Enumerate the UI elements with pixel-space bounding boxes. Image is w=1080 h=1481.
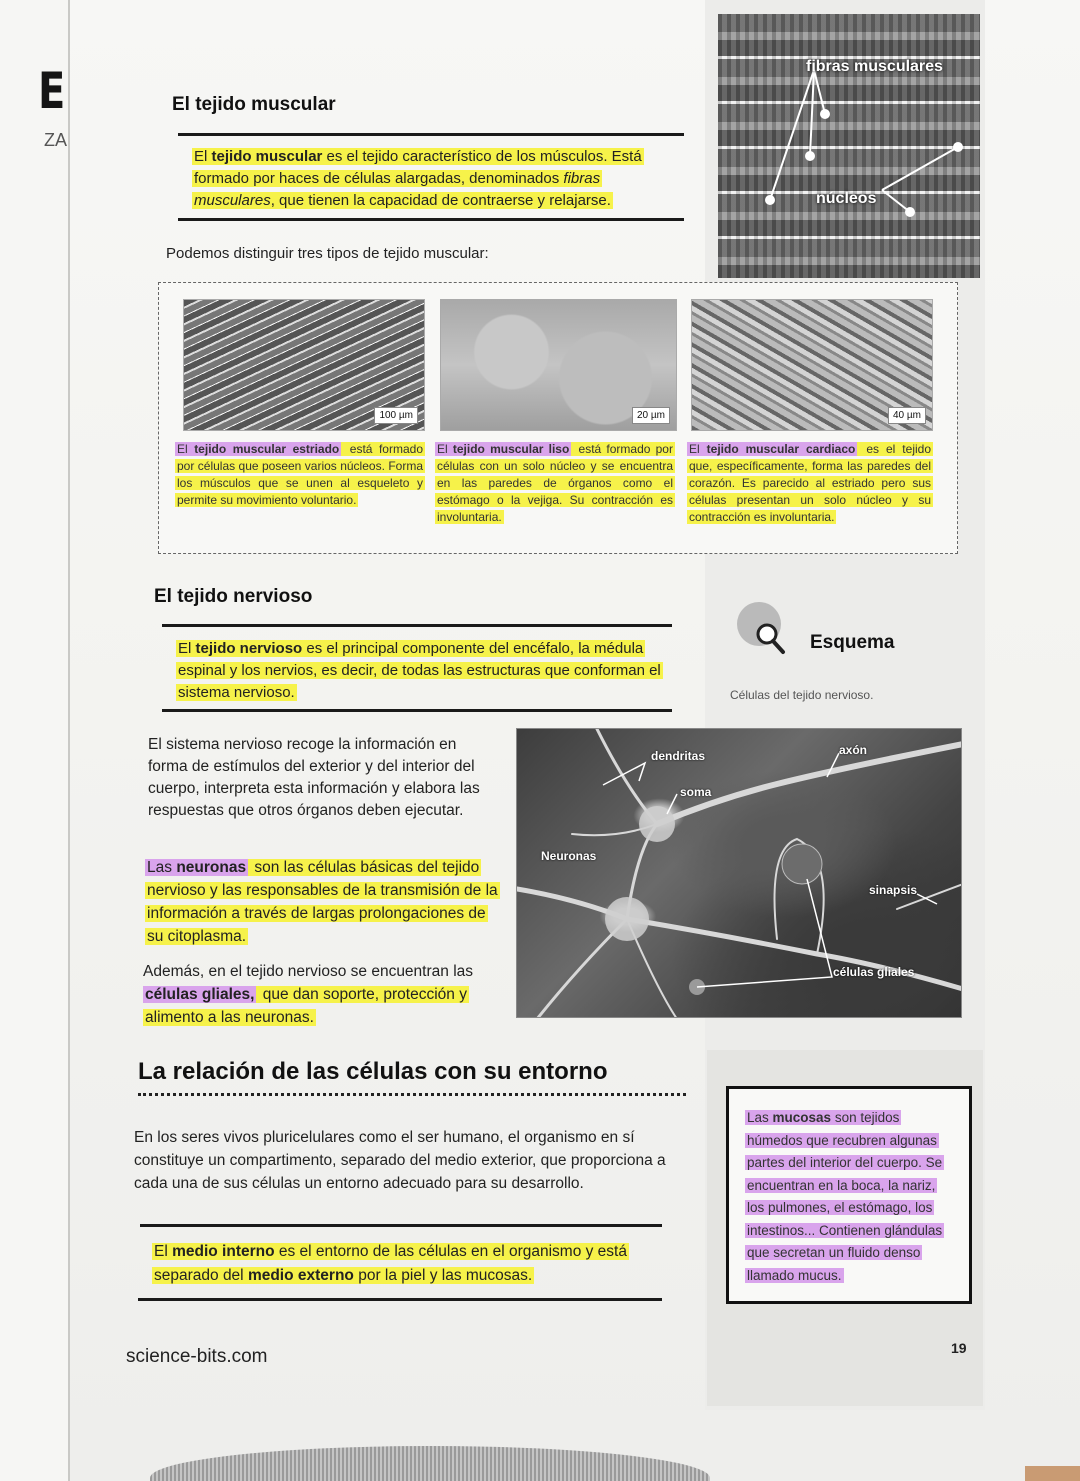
label-dendrites: dendritas <box>651 749 706 763</box>
label-axon: axón <box>839 743 868 757</box>
label-synapse: sinapsis <box>869 883 918 897</box>
divider <box>178 133 684 136</box>
previous-page-title-fragment: E <box>38 62 66 120</box>
label-nuclei: núcleos <box>816 190 877 207</box>
term-muscle-tissue: tejido muscular <box>211 148 323 165</box>
divider <box>140 1224 662 1227</box>
cardiac-muscle-description: El tejido muscular cardiaco es el tejido que, específicamente, forma las paredes del corazón. Es parecido al estriado pero sus células presentan un solo núcleo y su contracción es involuntaria. <box>689 442 931 524</box>
divider <box>162 709 672 712</box>
divider <box>178 218 684 221</box>
page-number: 19 <box>951 1340 967 1356</box>
label-soma: soma <box>680 785 712 799</box>
fabric-edge-photo <box>150 1446 710 1481</box>
magnifier-globe-icon <box>733 600 789 656</box>
scale-bar: 20 µm <box>632 407 670 424</box>
muscle-definition: El tejido muscular es el tejido característico de los músculos. Está formado por haces de células alargadas, denominados fibras musculares, que tienen la capacidad de contraerse y relajarse. <box>194 148 642 209</box>
esquema-title: Esquema <box>810 632 895 653</box>
environment-paragraph: En los seres vivos pluricelulares como el ser humano, el organismo en sí constituye un compartimento, separado del medio exterior, que proporciona a cada una de sus células un entorno adecuado para su desarrollo. <box>134 1129 666 1192</box>
label-glial-cells: células gliales <box>833 965 915 979</box>
label-pointer-lines <box>718 14 980 278</box>
scale-bar: 100 µm <box>374 407 418 424</box>
nervous-paragraph-neurons: Las neuronas son las células básicas del tejido nervioso y las responsables de la transmisión de la información a través de largas prolongaciones de su citoplasma. <box>147 859 498 945</box>
smooth-muscle-micrograph <box>440 299 677 431</box>
scale-bar: 40 µm <box>888 407 926 424</box>
internal-medium-definition: El medio interno es el entorno de las células en el organismo y está separado del medio externo por la piel y las mucosas. <box>154 1243 627 1284</box>
previous-page-subtitle-fragment: ZA <box>44 130 68 150</box>
esquema-caption: Células del tejido nervioso. <box>730 688 874 702</box>
striated-muscle-description: El tejido muscular estriado está formado por células que poseen varios núcleos. Forma los músculos que se unen al esqueleto y permite su movimiento voluntario. <box>177 442 423 507</box>
divider <box>162 624 672 627</box>
previous-page-edge <box>0 0 70 1481</box>
hand-edge-photo <box>1025 1466 1080 1481</box>
nervous-paragraph-1: El sistema nervioso recoge la información en forma de estímulos del exterior y del interior del cuerpo, interpreta esta información y elabora las respuestas que otros órganos deben ejecutar. <box>148 736 480 819</box>
muscle-intro: Podemos distinguir tres tipos de tejido muscular: <box>166 245 489 262</box>
environment-heading: La relación de las células con su entorno <box>138 1058 608 1085</box>
cardiac-muscle-micrograph <box>691 299 933 431</box>
nervous-paragraph-glial: Además, en el tejido nervioso se encuentran las células gliales, que dan soporte, protección y alimento a las neuronas. <box>143 963 474 1026</box>
dotted-divider <box>138 1093 686 1096</box>
footer-website: science-bits.com <box>126 1346 268 1367</box>
striated-muscle-micrograph <box>183 299 425 431</box>
label-neurons: Neuronas <box>541 849 597 863</box>
mucosa-info-box: Las mucosas son tejidos húmedos que recubren algunas partes del interior del cuerpo. Se encuentran en la boca, la nariz, los pulmones, el estómago, los intestinos... Contienen glándulas que secretan un fluido denso llamado mucus. <box>726 1086 972 1304</box>
nervous-heading: El tejido nervioso <box>154 586 313 607</box>
label-muscle-fibers: fibras musculares <box>806 58 943 75</box>
muscle-fibers-image <box>718 14 980 278</box>
muscle-heading: El tejido muscular <box>172 94 336 115</box>
muscle-types-panel <box>158 282 958 554</box>
divider <box>138 1298 662 1301</box>
neuron-illustration <box>516 728 962 1018</box>
smooth-muscle-description: El tejido muscular liso está formado por células con un solo núcleo y se encuentra en las paredes de órganos como el estómago o la vejiga. Su contracción es involuntaria. <box>437 442 673 524</box>
nervous-definition: El tejido nervioso es el principal componente del encéfalo, la médula espinal y los nervios, es decir, de todas las estructuras que conforman el sistema nervioso. <box>178 640 661 701</box>
